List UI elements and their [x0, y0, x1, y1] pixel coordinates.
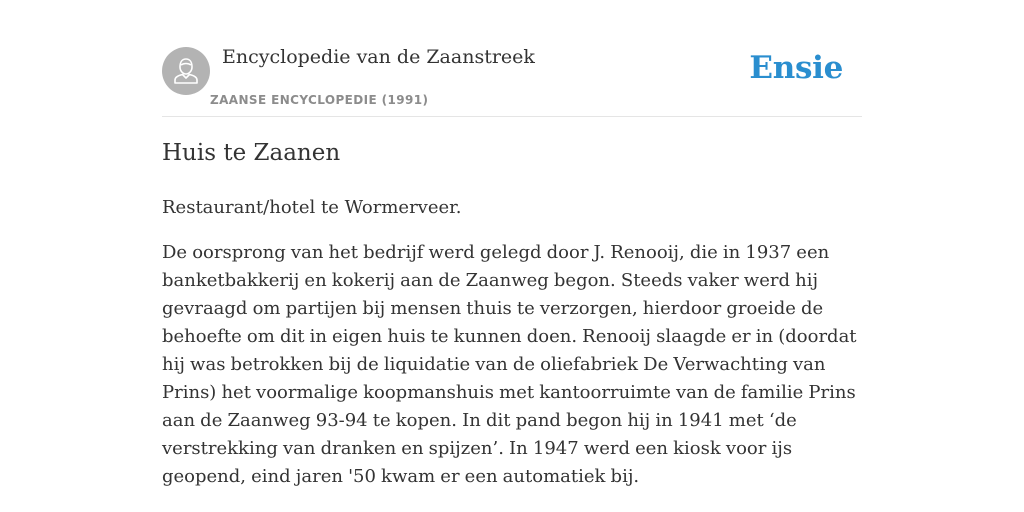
source-subtitle: ZAANSE ENCYCLOPEDIE (1991) — [210, 93, 429, 107]
brand-logo[interactable]: Ensie — [749, 50, 843, 86]
user-silhouette-icon — [162, 47, 210, 95]
article-title: Huis te Zaanen — [162, 140, 341, 166]
source-title[interactable]: Encyclopedie van de Zaanstreek — [222, 46, 535, 68]
article-body: De oorsprong van het bedrijf werd gelegd door J. Renooij, die in 1937 een banketbakkerij en kokerij aan de Zaanweg begon. Steeds vaker werd hij gevraagd om partijen bij mensen thuis te verzorgen, hierdoor groeide de behoefte om dit in eigen huis te kunnen doen. Renooij slaagde er in (doordat hij was betrokken bij de liquidatie van de oliefabriek De Verwachting van Prins) het voormalige koopmanshuis met kantoorruimte van de familie Prins aan de Zaanweg 93-94 te kopen. In dit pand begon hij in 1941 met ‘de verstrekking van dranken en spijzen’. In 1947 werd een kiosk voor ijs geopend, eind jaren '50 kwam er een automatiek bij. — [162, 242, 857, 487]
source-header — [162, 0, 862, 117]
article-page — [162, 0, 862, 512]
article-lead: Restaurant/hotel te Wormerveer. — [162, 197, 462, 218]
avatar[interactable] — [162, 47, 210, 95]
